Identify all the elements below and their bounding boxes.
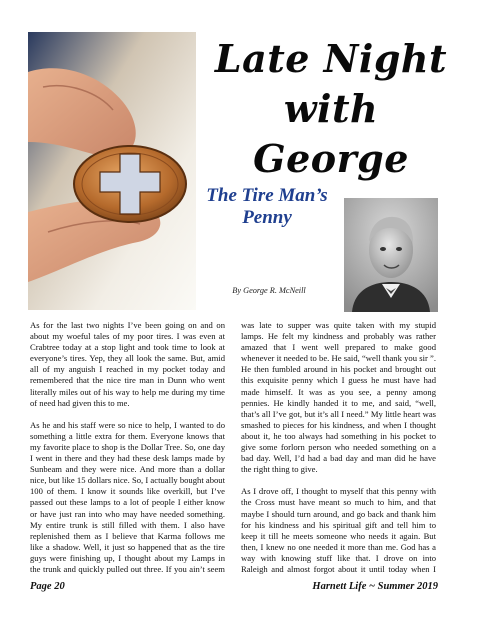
paragraph: As for the last two nights I’ve been going on and on about my woeful tales of my poor tires. I was even at Crabtree today at a stop light and took time to look at everyone’s tires. Yep, they all look the same. But, amid all of my anguish I reached in my pocket today and remembered that the nice tire man in Dunn who went literally miles out of his way to help me during my time of need had given this to me. [30,320,225,408]
article-title [206,34,456,184]
article-column-right [241,320,436,576]
article-column-left [30,320,225,576]
publication-name: Harnett Life ~ Summer 2019 [312,581,438,592]
penny-icon [74,146,186,222]
byline: By George R. McNeill [232,286,306,295]
paragraph: As I drove off, I thought to myself that this penny with the Cross must have meant so much to him, and that maybe I should turn around, and go back and thank him for his kindness and his spiritual gift and tell him to keep it till he meets someone who needs it again. But then, I knew no one needed it more than me. God has a way with knowing stuff like that. I drove on into Raleigh and almost forgot about it until today when I [241,486,436,574]
title-line-2: with George [253,86,409,181]
paragraph: As he and his staff were so nice to help, I wanted to do something a little extra for them. Everyone knows that my favorite place to shop is the Dollar Tree. So, one day I went in there and they had these desk lamps made by Sunbeam and they were nice. And more than a dollar nice, but like 15 dollars nice. So, I actually bought about 100 of them. I know it sounds like overkill, but I’ve passed out these lamps to a lot of people I either know or have just ran into who may have needed something. My entire trunk is still filled with them. I also have replenished them as I believe that Karma follows me like a shadow. Well, it just so happened that as the tire guys were finishing up, I thought about my Lamps in the trunk and quickly pulled out three. If you ain’t seem [30,419,225,574]
subtitle-line-1: The Tire Man’s [206,185,328,206]
author-portrait [344,198,438,312]
article-subtitle [200,185,334,229]
hand-penny-photo [28,32,196,310]
page-number: Page 20 [30,581,65,592]
subtitle-line-2: Penny [242,207,292,228]
title-line-1: Late Night [214,36,448,81]
paragraph: was late to supper was quite taken with my stupid lamps. He felt my kindness and probably was rather amazed that I went well prepared to make good whenever it needed to be. He said, “well thank you sir ”. He then fumbled around in his pocket and brought out this exquisite penny which I guess he must have had made himself. It was as you see, a penny among pennies. He kindly handed it to me, and said, “well, that’s all I’ve got, but it’s all I need.” My little heart was smashed to pieces for his kindness, and when I thought about it, he too always had something in his pocket to give some forlorn person who needed something on a bad day. Well, I’d had a bad day and man did he have the right thing to give. [241,320,436,475]
